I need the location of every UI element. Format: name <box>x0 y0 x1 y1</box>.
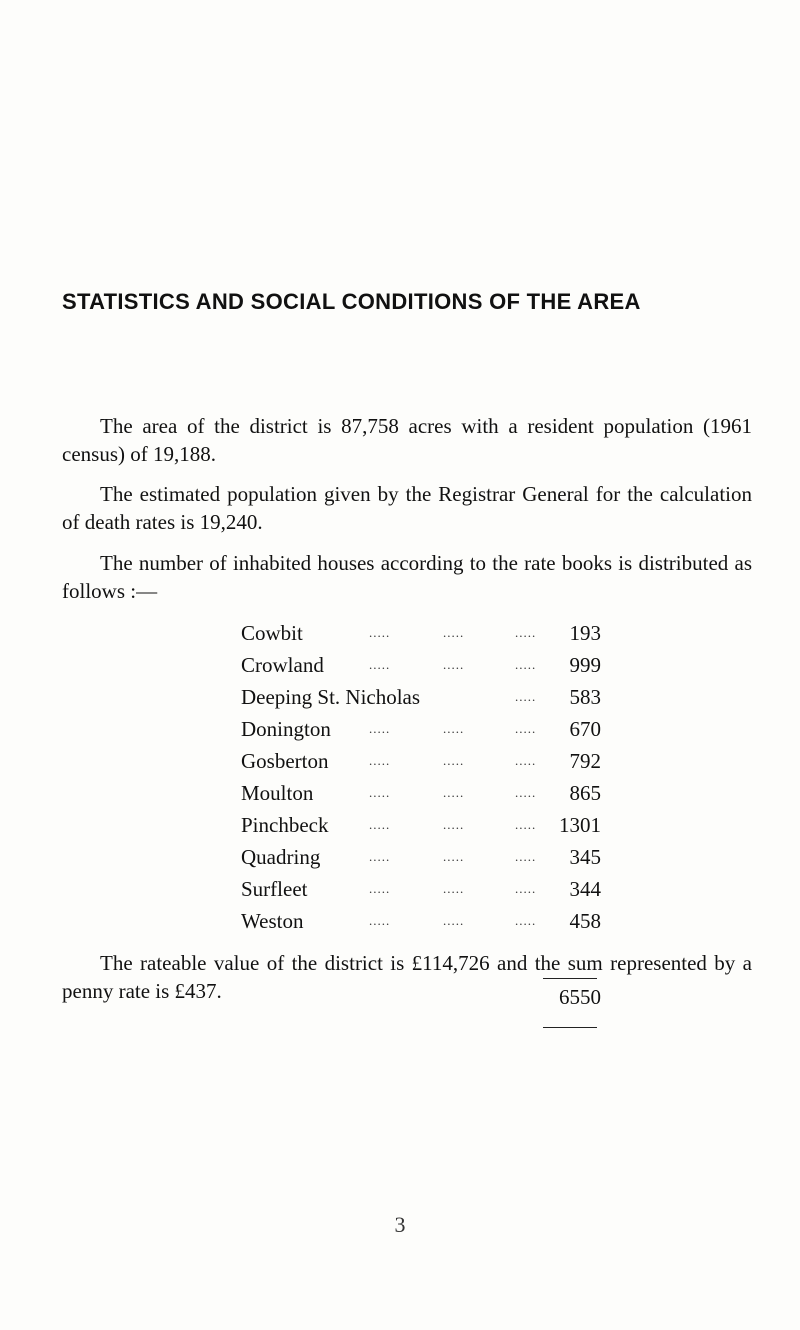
dot-leader: ..... <box>515 721 537 736</box>
dot-leader: ..... <box>443 625 465 640</box>
table-row <box>241 809 601 841</box>
house-count: 345 <box>569 845 601 869</box>
dot-leader: ..... <box>443 817 465 832</box>
dot-leader: ..... <box>369 625 391 640</box>
page-number: 3 <box>394 1212 406 1237</box>
parish-name: Weston <box>241 909 304 933</box>
table-row <box>241 905 601 937</box>
houses-total: 6550 <box>559 985 601 1009</box>
table-row <box>241 681 601 713</box>
area-paragraph <box>62 412 752 468</box>
dot-leader: ..... <box>369 913 391 928</box>
house-count: 344 <box>569 877 601 901</box>
parish-name: Surfleet <box>241 877 308 901</box>
dot-leader: ..... <box>443 849 465 864</box>
dot-leader: ..... <box>369 721 391 736</box>
house-count: 193 <box>569 621 601 645</box>
dot-leader: ..... <box>443 753 465 768</box>
house-count: 458 <box>569 909 601 933</box>
dot-leader: ..... <box>515 881 537 896</box>
table-row <box>241 745 601 777</box>
inhabited-houses-paragraph <box>62 549 752 605</box>
parish-name: Gosberton <box>241 749 329 773</box>
dot-leader: ..... <box>515 753 537 768</box>
house-count: 792 <box>569 749 601 773</box>
dot-leader: ..... <box>515 625 537 640</box>
dot-leader: ..... <box>369 785 391 800</box>
dot-leader: ..... <box>369 881 391 896</box>
dot-leader: ..... <box>443 721 465 736</box>
dot-leader: ..... <box>369 753 391 768</box>
estimated-population-text: The estimated population given by the Registrar General for the calculation of death rates is 19,240. <box>62 482 752 534</box>
parish-name: Pinchbeck <box>241 813 329 837</box>
inhabited-houses-text: The number of inhabited houses according to the rate books is distributed as follows :— <box>62 551 752 603</box>
table-row <box>241 713 601 745</box>
dot-leader: ..... <box>443 913 465 928</box>
parish-name: Crowland <box>241 653 324 677</box>
dot-leader: ..... <box>369 817 391 832</box>
rateable-value-paragraph <box>62 949 752 1005</box>
table-row <box>241 841 601 873</box>
estimated-population-paragraph <box>62 480 752 536</box>
table-row <box>241 873 601 905</box>
dot-leader: ..... <box>515 657 537 672</box>
table-row <box>241 777 601 809</box>
dot-leader: ..... <box>515 689 537 704</box>
table-row <box>241 649 601 681</box>
dot-leader: ..... <box>443 785 465 800</box>
parish-name: Cowbit <box>241 621 303 645</box>
dot-leader: ..... <box>515 817 537 832</box>
parish-name: Deeping St. Nicholas <box>241 685 421 709</box>
parish-name: Donington <box>241 717 331 741</box>
house-count: 670 <box>569 717 601 741</box>
house-count: 1301 <box>559 813 601 837</box>
table-row <box>241 617 601 649</box>
page-title: STATISTICS AND SOCIAL CONDITIONS OF THE AREA <box>62 289 641 314</box>
house-count: 865 <box>569 781 601 805</box>
dot-leader: ..... <box>369 849 391 864</box>
dot-leader: ..... <box>443 657 465 672</box>
dot-leader: ..... <box>443 881 465 896</box>
rateable-value-text: The rateable value of the district is £114,726 and the sum represented by a penny rate is £437. <box>62 951 752 1003</box>
house-count: 583 <box>569 685 601 709</box>
dot-leader: ..... <box>515 785 537 800</box>
house-count: 999 <box>569 653 601 677</box>
parish-name: Moulton <box>241 781 314 805</box>
total-rule-bottom <box>543 1027 597 1028</box>
area-text: The area of the district is 87,758 acres with a resident population (1961 census) of 19,188. <box>62 414 752 466</box>
dot-leader: ..... <box>515 913 537 928</box>
dot-leader: ..... <box>369 657 391 672</box>
dot-leader: ..... <box>515 849 537 864</box>
parish-name: Quadring <box>241 845 321 869</box>
